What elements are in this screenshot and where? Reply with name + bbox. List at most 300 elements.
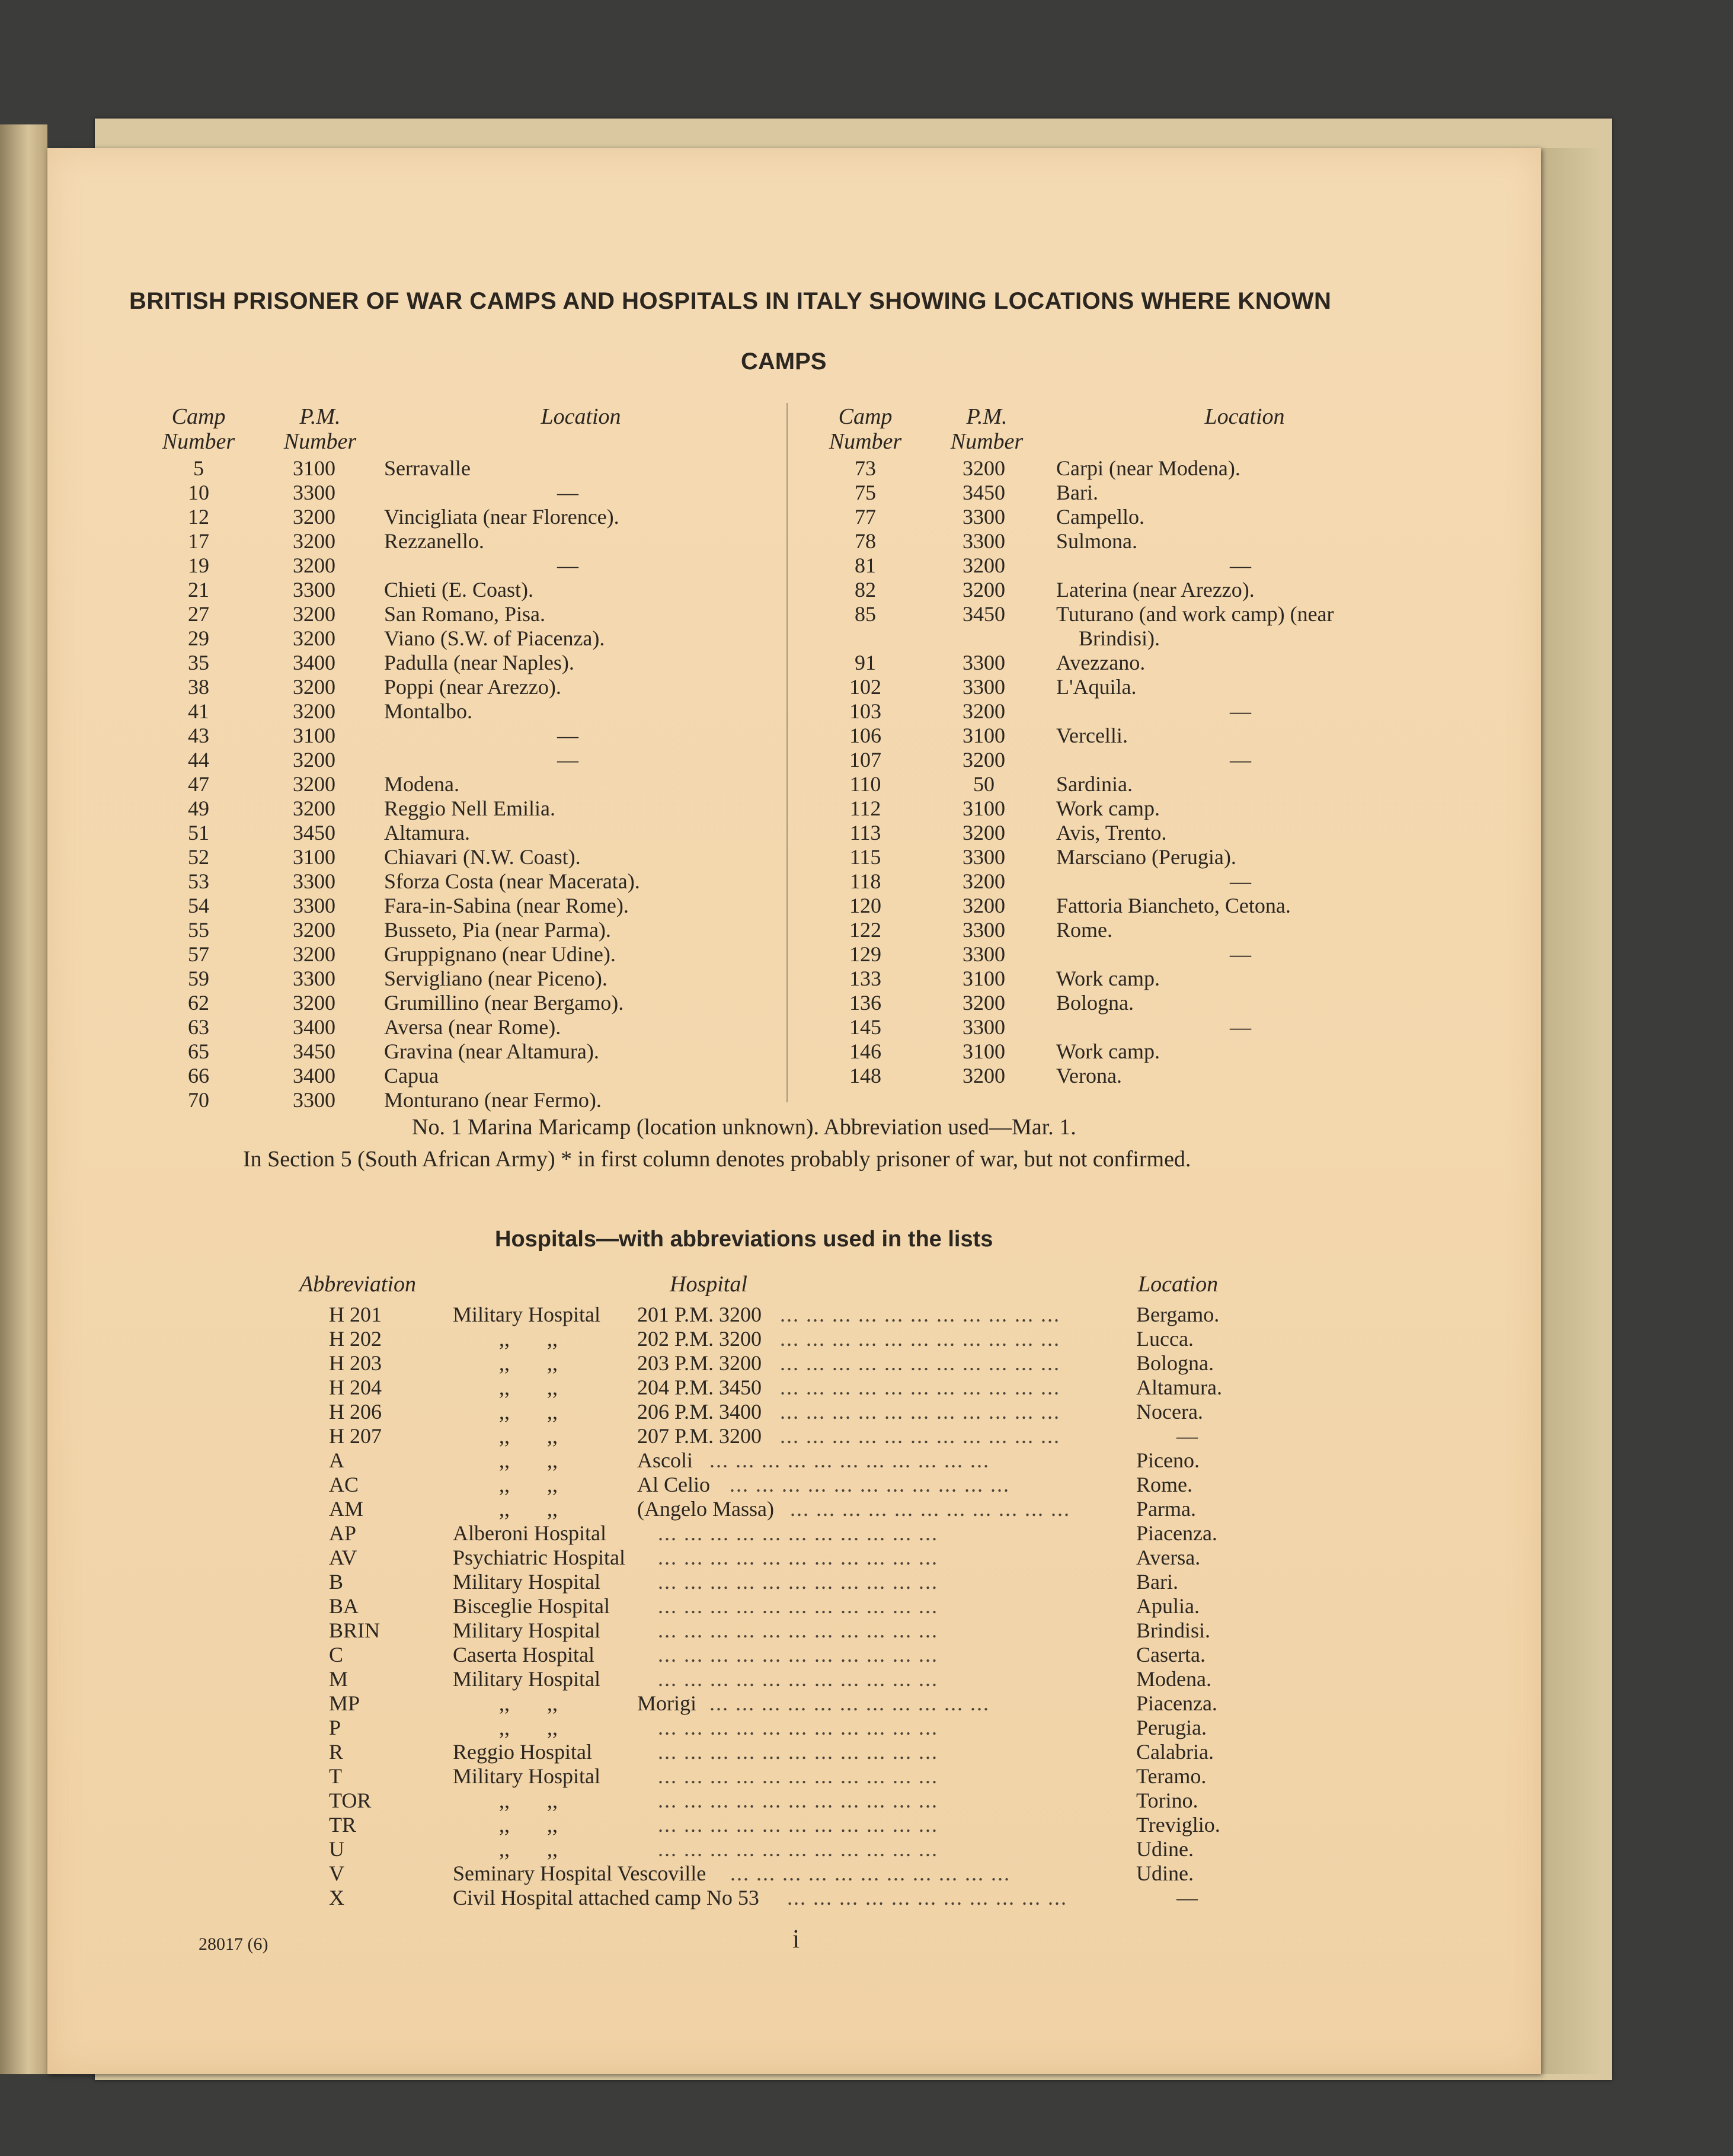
hospital-location: Bologna. [1136,1351,1214,1375]
pm-number: 3100 [293,845,335,869]
hospital-row [47,1764,1494,1789]
hospital-row [47,1303,1494,1327]
camp-number: 55 [188,918,209,942]
hospital-location: Altamura. [1136,1376,1222,1399]
camp-location: Sulmona. [1056,529,1138,553]
camp-location: Avezzano. [1056,651,1146,674]
header-pm-number-left: P.M. Number [283,404,357,454]
camp-row [47,1064,1494,1088]
hospital-abbreviation: TR [329,1813,357,1837]
camp-location: San Romano, Pisa. [384,602,546,626]
header-camp-number-left: Camp Number [162,404,235,454]
camp-location: Fara-in-Sabina (near Rome). [384,894,629,917]
pm-number: 3100 [963,1039,1005,1063]
hospital-row [47,1740,1494,1764]
hospital-abbreviation: X [329,1886,344,1909]
hospital-location: — [1176,1886,1198,1909]
camp-number: 10 [188,481,209,504]
pm-number: 3300 [963,845,1005,869]
camp-row [47,869,1494,894]
pm-number: 3400 [293,651,335,674]
ditto-marks: ,, ,, [499,1376,558,1399]
camp-number: 78 [855,529,876,553]
page-edges [1541,148,1600,2074]
document-page [47,148,1541,2074]
ditto-marks: ,, ,, [499,1473,558,1496]
leader-dots: ... ... ... ... ... ... ... ... ... ... ... [787,1886,1067,1909]
camp-number: 35 [188,651,209,674]
hospital-detail: Morigi [637,1691,697,1715]
camp-number: 91 [855,651,876,674]
hospital-abbreviation: TOR [329,1789,372,1812]
hospital-abbreviation: AM [329,1497,364,1521]
pm-number: 3300 [963,918,1005,942]
pm-number: 3100 [963,967,1005,990]
ditto-marks: ,, ,, [499,1351,558,1375]
camp-location: Altamura. [384,821,470,845]
camp-row [47,942,1494,967]
pm-number: 3200 [963,991,1005,1015]
hospital-name: Psychiatric Hospital [453,1546,625,1569]
camp-number: 136 [849,991,881,1015]
camps-note-section5: In Section 5 (South African Army) * in first column denotes probably prisoner of war, but not confirmed. [243,1147,1191,1172]
hospital-location: Piacenza. [1136,1521,1217,1545]
pm-number: 3200 [963,869,1005,893]
camp-row [47,675,1494,699]
camp-location: Laterina (near Arezzo). [1056,578,1255,602]
camp-location: — [1230,554,1251,577]
hospital-row [47,1813,1494,1837]
camp-number: 73 [855,456,876,480]
camp-location: Viano (S.W. of Piacenza). [384,626,605,650]
hospital-abbreviation: C [329,1643,344,1666]
pm-number: 3200 [293,796,335,820]
pm-number: 3450 [293,821,335,845]
leader-dots: ... ... ... ... ... ... ... ... ... ... ... [658,1813,938,1837]
hospital-row [47,1473,1494,1497]
pm-number: 3200 [293,748,335,772]
ditto-marks: ,, ,, [499,1716,558,1739]
camp-location: L'Aquila. [1056,675,1137,699]
camp-location: Poppi (near Arezzo). [384,675,561,699]
camp-number: 44 [188,748,209,772]
hospital-abbreviation: H 201 [329,1303,382,1326]
ditto-marks: ,, ,, [499,1837,558,1861]
camp-location: Gruppignano (near Udine). [384,942,616,966]
hospital-abbreviation: R [329,1740,344,1764]
camp-number: 103 [849,699,881,723]
pm-number: 3300 [963,942,1005,966]
hospital-abbreviation: H 204 [329,1376,382,1399]
camp-number: 43 [188,724,209,747]
leader-dots: ... ... ... ... ... ... ... ... ... ... ... [658,1740,938,1764]
ditto-marks: ,, ,, [499,1789,558,1812]
camp-number: 62 [188,991,209,1015]
pm-number: 3200 [293,602,335,626]
camp-number: 112 [849,796,881,820]
pm-number: 3200 [963,748,1005,772]
camp-location: Avis, Trento. [1056,821,1167,845]
camp-row [47,796,1494,821]
camp-location: Modena. [384,772,459,796]
pm-number: 3300 [293,1088,335,1112]
pm-number: 3200 [963,821,1005,845]
pm-number: 3200 [963,699,1005,723]
pm-number: 3100 [293,724,335,747]
hospital-row [47,1837,1494,1861]
camp-location: Gravina (near Altamura). [384,1039,599,1063]
pm-number: 3200 [963,578,1005,602]
leader-dots: ... ... ... ... ... ... ... ... ... ... ... [658,1546,938,1569]
camp-number: 118 [849,869,881,893]
camp-location: Rezzanello. [384,529,484,553]
pm-number: 3200 [963,1064,1005,1087]
camp-number: 57 [188,942,209,966]
camp-number: 113 [849,821,881,845]
camp-location: Busseto, Pia (near Parma). [384,918,611,942]
pm-number: 3300 [963,1015,1005,1039]
leader-dots: ... ... ... ... ... ... ... ... ... ... ... [780,1400,1060,1424]
hospital-location: Teramo. [1136,1764,1207,1788]
camp-row [47,626,782,651]
leader-dots: ... ... ... ... ... ... ... ... ... ... ... [709,1448,990,1472]
pm-number: 3200 [293,942,335,966]
camps-note-marina: No. 1 Marina Maricamp (location unknown). Abbreviation used—Mar. 1. [412,1115,1076,1140]
ditto-marks: ,, ,, [499,1424,558,1448]
hospital-abbreviation: H 203 [329,1351,382,1375]
camp-number: 52 [188,845,209,869]
pm-number: 3400 [293,1064,335,1087]
ditto-marks: ,, ,, [499,1691,558,1715]
camp-row [47,918,1494,942]
camp-number: 120 [849,894,881,917]
pm-number: 3200 [293,529,335,553]
hospital-name: Military Hospital [453,1618,600,1642]
leader-dots: ... ... ... ... ... ... ... ... ... ... ... [790,1497,1070,1521]
hospital-location: Aversa. [1136,1546,1201,1569]
page-title: BRITISH PRISONER OF WAR CAMPS AND HOSPITALS IN ITALY SHOWING LOCATIONS WHERE KNOWN [129,288,1332,314]
camp-location: Carpi (near Modena). [1056,456,1240,480]
camp-location: Bologna. [1056,991,1134,1015]
camp-location: Chieti (E. Coast). [384,578,533,602]
camp-number: 106 [849,724,881,747]
hospital-row [47,1376,1494,1400]
pm-number: 3200 [293,505,335,529]
camp-location: Serravalle [384,456,471,480]
camp-number: 82 [855,578,876,602]
camp-row [47,481,1494,505]
pm-number: 3450 [963,481,1005,504]
pm-number: 3200 [963,456,1005,480]
camp-number: 27 [188,602,209,626]
hospital-location: Brindisi. [1136,1618,1211,1642]
camp-number: 107 [849,748,881,772]
camp-number: 81 [855,554,876,577]
camp-number: 133 [849,967,881,990]
hospital-abbreviation: H 202 [329,1327,382,1351]
camp-number: 38 [188,675,209,699]
camp-number: 77 [855,505,876,529]
camps-heading: CAMPS [741,348,827,375]
camp-row [47,991,1494,1015]
pm-number: 3450 [293,1039,335,1063]
book-spine [0,124,47,2074]
camp-number: 85 [855,602,876,626]
leader-dots: ... ... ... ... ... ... ... ... ... ... ... [730,1861,1011,1885]
pm-number: 3450 [963,602,1005,626]
ditto-marks: ,, ,, [499,1497,558,1521]
leader-dots: ... ... ... ... ... ... ... ... ... ... ... [780,1351,1060,1375]
hospital-location: Torino. [1136,1789,1198,1812]
camp-location: Bari. [1056,481,1098,504]
pm-number: 3200 [293,991,335,1015]
pm-number: 3300 [293,869,335,893]
page-number: i [792,1924,800,1953]
hospital-detail: 203 P.M. 3200 [637,1351,762,1375]
hospital-abbreviation: A [329,1448,344,1472]
hospital-row [47,1716,1494,1740]
pm-number: 3200 [293,626,335,650]
hospital-row [47,1618,1494,1643]
camp-number: 65 [188,1039,209,1063]
pm-number: 3300 [293,967,335,990]
hospital-abbreviation: U [329,1837,344,1861]
hospital-abbreviation: AP [329,1521,357,1545]
hospital-detail: 206 P.M. 3400 [637,1400,762,1424]
hospital-row [47,1400,1494,1424]
hospital-name: Alberoni Hospital [453,1521,606,1545]
pm-number: 3300 [963,529,1005,553]
leader-dots: ... ... ... ... ... ... ... ... ... ... ... [658,1837,938,1861]
hospital-row [47,1667,1494,1691]
camp-location: Fattoria Biancheto, Cetona. [1056,894,1291,917]
print-code: 28017 (6) [199,1934,268,1954]
pm-number: 3300 [963,651,1005,674]
camp-location: Vercelli. [1056,724,1128,747]
camp-row [47,651,1494,675]
hospital-name: Caserta Hospital [453,1643,594,1666]
hospital-name: Seminary Hospital Vescoville [453,1861,706,1885]
camp-location: Work camp. [1056,796,1160,820]
camp-location: Grumillino (near Bergamo). [384,991,624,1015]
camp-number: 145 [849,1015,881,1039]
camp-row [47,967,1494,991]
hospital-location: Piacenza. [1136,1691,1217,1715]
pm-number: 3200 [293,554,335,577]
camp-number: 115 [849,845,881,869]
hospital-location: Udine. [1136,1861,1194,1885]
camp-row [47,772,1494,796]
hospital-abbreviation: T [329,1764,342,1788]
camp-row [47,724,1494,748]
camp-number: 41 [188,699,209,723]
camp-number: 129 [849,942,881,966]
hospital-row [47,1424,1494,1448]
pm-number: 3300 [293,894,335,917]
camp-number: 148 [849,1064,881,1087]
camp-number: 110 [849,772,881,796]
camp-location: — [557,748,578,772]
camp-location: — [1230,942,1251,966]
camp-row [47,529,1494,554]
camp-number: 54 [188,894,209,917]
camp-number: 70 [188,1088,209,1112]
camp-location: Servigliano (near Piceno). [384,967,607,990]
camp-location: Verona. [1056,1064,1122,1087]
hospital-detail: Al Celio [637,1473,710,1496]
hospital-location: Parma. [1136,1497,1196,1521]
camp-location-continued: Brindisi). [1079,626,1160,650]
hospital-detail: 207 P.M. 3200 [637,1424,762,1448]
camp-row [47,456,1494,481]
hospitals-heading: Hospitals—with abbreviations used in the lists [495,1227,993,1252]
hospital-location: Modena. [1136,1667,1211,1691]
hospital-row [47,1546,1494,1570]
pm-number: 3200 [293,675,335,699]
pm-number: 3300 [293,578,335,602]
hospital-abbreviation: V [329,1861,344,1885]
header-camp-number-right: Camp Number [829,404,902,454]
camp-number: 53 [188,869,209,893]
camp-number: 17 [188,529,209,553]
pm-number: 3200 [963,554,1005,577]
hospital-detail: (Angelo Massa) [637,1497,774,1521]
camp-location: Tuturano (and work camp) (near [1056,602,1334,626]
leader-dots: ... ... ... ... ... ... ... ... ... ... ... [730,1473,1010,1496]
hospital-location: Nocera. [1136,1400,1203,1424]
camp-location: — [557,554,578,577]
leader-dots: ... ... ... ... ... ... ... ... ... ... ... [780,1327,1060,1351]
hospital-abbreviation: AC [329,1473,359,1496]
camp-row [47,894,1494,918]
ditto-marks: ,, ,, [499,1327,558,1351]
camp-location: — [557,481,578,504]
hospital-detail: 201 P.M. 3200 [637,1303,762,1326]
hospital-row [47,1886,1494,1910]
leader-dots: ... ... ... ... ... ... ... ... ... ... ... [709,1691,990,1715]
hospital-abbreviation: BA [329,1594,359,1618]
camp-number: 146 [849,1039,881,1063]
camp-row [47,1088,782,1112]
camp-number: 12 [188,505,209,529]
leader-dots: ... ... ... ... ... ... ... ... ... ... ... [658,1716,938,1739]
camp-location: — [1230,699,1251,723]
pm-number: 3300 [293,481,335,504]
hospital-row [47,1789,1494,1813]
camp-number: 49 [188,796,209,820]
hospital-abbreviation: BRIN [329,1618,381,1642]
hospital-location: Udine. [1136,1837,1194,1861]
hospital-abbreviation: B [329,1570,344,1594]
camp-location: Reggio Nell Emilia. [384,796,555,820]
header-pm-number-right: P.M. Number [950,404,1024,454]
hospital-abbreviation: P [329,1716,341,1739]
pm-number: 3300 [963,505,1005,529]
hospital-location: Rome. [1136,1473,1192,1496]
hospital-name: Military Hospital [453,1570,600,1594]
pm-number: 3200 [963,894,1005,917]
hospital-location: Lucca. [1136,1327,1194,1351]
camp-location: Work camp. [1056,967,1160,990]
pm-number: 50 [973,772,995,796]
hospital-location: Bergamo. [1136,1303,1220,1326]
ditto-marks: ,, ,, [499,1813,558,1837]
hospital-location: Treviglio. [1136,1813,1220,1837]
camp-location: Rome. [1056,918,1112,942]
leader-dots: ... ... ... ... ... ... ... ... ... ... ... [658,1764,938,1788]
camp-row [47,821,1494,845]
camp-row [47,845,1494,869]
leader-dots: ... ... ... ... ... ... ... ... ... ... ... [658,1570,938,1594]
hospital-location: Caserta. [1136,1643,1206,1666]
camp-location: — [1230,1015,1251,1039]
camp-location: Work camp. [1056,1039,1160,1063]
hospital-row [47,1351,1494,1376]
pm-number: 3100 [293,456,335,480]
pm-number: 3300 [963,675,1005,699]
camp-location: Sforza Costa (near Macerata). [384,869,640,893]
camp-number: 29 [188,626,209,650]
leader-dots: ... ... ... ... ... ... ... ... ... ... ... [658,1643,938,1666]
leader-dots: ... ... ... ... ... ... ... ... ... ... ... [780,1376,1060,1399]
camp-location: Vincigliata (near Florence). [384,505,619,529]
pm-number: 3200 [293,699,335,723]
leader-dots: ... ... ... ... ... ... ... ... ... ... ... [658,1667,938,1691]
hospital-name: Civil Hospital attached camp No 53 [453,1886,759,1909]
hospital-location: Calabria. [1136,1740,1214,1764]
hospital-abbreviation: H 207 [329,1424,382,1448]
hospital-row [47,1448,1494,1473]
hospital-abbreviation: H 206 [329,1400,382,1424]
hospital-name: Bisceglie Hospital [453,1594,610,1618]
header-location-left: Location [541,404,621,429]
hospital-row [47,1643,1494,1667]
camp-location: Campello. [1056,505,1144,529]
camp-number: 5 [193,456,204,480]
header-abbreviation: Abbreviation [299,1272,416,1297]
hospital-abbreviation: MP [329,1691,360,1715]
camp-location: Montalbo. [384,699,472,723]
hospital-location: — [1176,1424,1198,1448]
hospital-abbreviation: AV [329,1546,357,1569]
camp-location: — [557,724,578,747]
pm-number: 3200 [293,772,335,796]
hospital-location: Piceno. [1136,1448,1200,1472]
camp-row [47,505,1494,529]
camp-location: — [1230,748,1251,772]
hospital-name: Reggio Hospital [453,1740,592,1764]
camp-number: 66 [188,1064,209,1087]
camp-location: Padulla (near Naples). [384,651,574,674]
camp-location: Monturano (near Fermo). [384,1088,602,1112]
hospital-location: Perugia. [1136,1716,1207,1739]
hospital-abbreviation: M [329,1667,348,1691]
camp-location: Marsciano (Perugia). [1056,845,1236,869]
camp-number: 51 [188,821,209,845]
header-hospital: Hospital [670,1272,747,1297]
ditto-marks: ,, ,, [499,1448,558,1472]
camp-number: 122 [849,918,881,942]
camp-location: Chiavari (N.W. Coast). [384,845,581,869]
camp-location: Sardinia. [1056,772,1133,796]
camp-location: — [1230,869,1251,893]
header-hospital-location: Location [1138,1272,1219,1297]
leader-dots: ... ... ... ... ... ... ... ... ... ... ... [658,1594,938,1618]
hospital-row [47,1691,1494,1716]
leader-dots: ... ... ... ... ... ... ... ... ... ... ... [780,1424,1060,1448]
leader-dots: ... ... ... ... ... ... ... ... ... ... ... [658,1618,938,1642]
hospital-detail: 202 P.M. 3200 [637,1327,762,1351]
